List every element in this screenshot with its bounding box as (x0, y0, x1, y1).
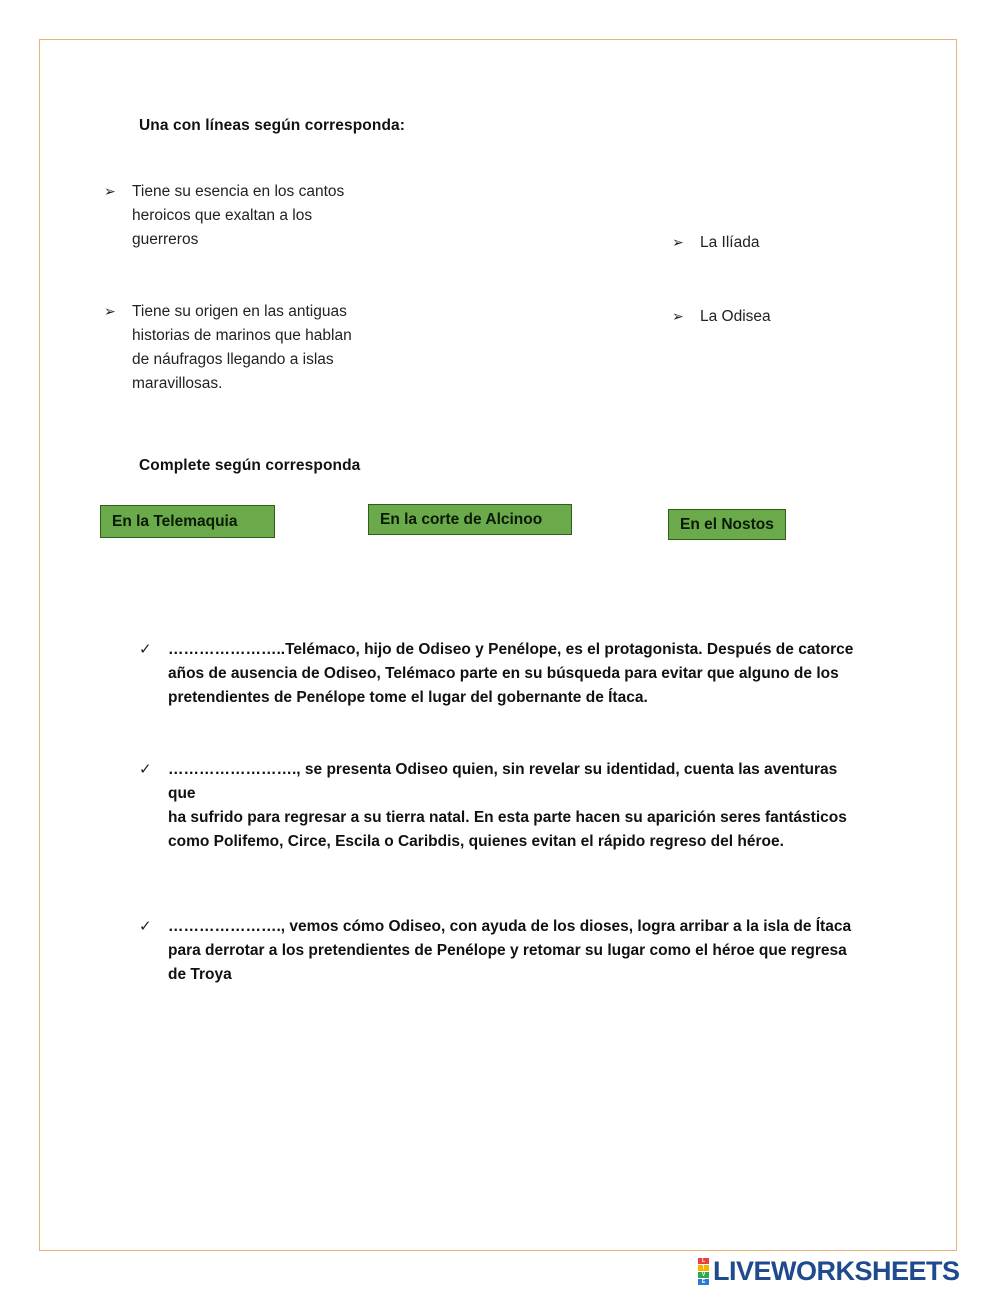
paragraph-alcinoo (168, 758, 868, 854)
arrow-bullet-icon: ➢ (672, 234, 684, 250)
match-left-line: guerreros (132, 231, 199, 248)
logo-block: L (698, 1258, 709, 1264)
paragraph-line: de Troya (168, 966, 232, 983)
paragraph-line: para derrotar a los pretendientes de Penélope y retomar su lugar como el héroe que regresa (168, 942, 847, 959)
arrow-bullet-icon: ➢ (104, 183, 116, 199)
logo-block: E (698, 1279, 709, 1285)
logo-blocks-icon (698, 1258, 709, 1285)
arrow-bullet-icon: ➢ (104, 303, 116, 319)
match-right-item-odisea[interactable]: La Odisea (700, 308, 771, 325)
option-nostos[interactable]: En el Nostos (668, 509, 786, 540)
arrow-bullet-icon: ➢ (672, 308, 684, 324)
paragraph-line: como Polifemo, Circe, Escila o Caribdis, quienes evitan el rápido regreso del héroe. (168, 833, 784, 850)
liveworksheets-logo[interactable] (698, 1257, 960, 1285)
logo-block: I (698, 1265, 709, 1271)
paragraph-line: pretendientes de Penélope tome el lugar del gobernante de Ítaca. (168, 689, 648, 706)
checkmark-icon: ✓ (139, 641, 152, 658)
option-corte-alcinoo[interactable]: En la corte de Alcinoo (368, 504, 572, 535)
logo-text: LIVEWORKSHEETS (713, 1255, 960, 1286)
option-telemaquia[interactable]: En la Telemaquia (100, 505, 275, 538)
logo-block: V (698, 1272, 709, 1278)
match-left-line: historias de marinos que hablan (132, 327, 352, 344)
match-left-line: heroicos que exaltan a los (132, 207, 313, 224)
paragraph-telemaquia (168, 638, 868, 710)
paragraph-line[interactable]: ……………………., se presenta Odiseo quien, sin revelar su identidad, cuenta las aventuras que (168, 761, 838, 802)
match-right-item-iliada[interactable]: La Ilíada (700, 234, 760, 251)
match-left-line: Tiene su esencia en los cantos (132, 183, 345, 200)
paragraph-line: ha sufrido para regresar a su tierra natal. En esta parte hacen su aparición seres fantásticos (168, 809, 847, 826)
checkmark-icon: ✓ (139, 918, 152, 935)
match-left-item-2[interactable] (132, 300, 392, 388)
paragraph-line[interactable]: …………………., vemos cómo Odiseo, con ayuda de los dioses, logra arribar a la isla de Ítaca (168, 918, 852, 935)
match-left-item-1[interactable] (132, 180, 382, 252)
paragraph-line[interactable]: …………………..Telémaco, hijo de Odiseo y Penélope, es el protagonista. Después de catorce (168, 641, 854, 658)
matching-heading: Una con líneas según corresponda: (139, 117, 405, 134)
match-left-line: Tiene su origen en las antiguas (132, 303, 347, 320)
paragraph-nostos (168, 915, 868, 987)
match-left-line: maravillosas. (132, 375, 223, 388)
complete-heading: Complete según corresponda (139, 457, 361, 474)
match-left-line: de náufragos llegando a islas (132, 351, 334, 368)
checkmark-icon: ✓ (139, 761, 152, 778)
paragraph-line: años de ausencia de Odiseo, Telémaco parte en su búsqueda para evitar que alguno de los (168, 665, 839, 682)
